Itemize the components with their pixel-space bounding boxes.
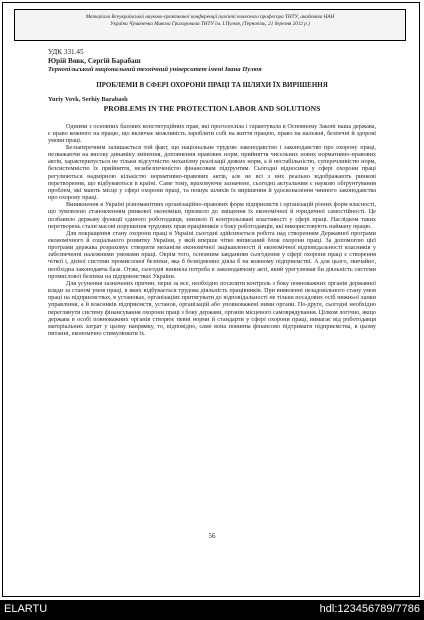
article-page xyxy=(48,48,376,337)
conference-header xyxy=(14,9,406,41)
title-english: PROBLEMS IN THE PROTECTION LABOR AND SOLUTIONS xyxy=(103,103,321,113)
footer-handle-link[interactable]: hdl:123456789/7786 xyxy=(319,603,420,615)
article-body xyxy=(48,123,376,338)
paragraph-2: Беззаперечним залишається той факт, що національне трудове законодавство і законодавство про охорону праці, незважаючи на високу динаміку змінення, доповнення правових норм, прийняття чисельних нових нормативно-правових актів, характеризується не тільки відсутністю механізму реалізації деяких норм, а й нестабільністю, суперечливістю норм, безсистемністю їх прийняття, незабезпеченістю фінансовим підґрунтям. Сьогодні відносини у сфері охорони праці регулюються надмірною кількістю нормативно-правових актів, але не всі з них реально відображають ринкові перетворення, що відбуваються в країні. Саме тому, враховуючи зазначене, сьогодні актуальним є науково обґрунтування проблем, які мають місце у сфері охорони праці, та пошук шляхів їх вирішення й удосконалення чинного законодавства про охорону праці. xyxy=(48,143,376,202)
paragraph-5: Для усунення зазначених причин, перш за все, необхідно посилити контроль з боку повноважних органів державної влади за станом умов праці, в яких відбувається трудова діяльність працівників. При виявленні незадовільного стану умов праці на підприємствах, в установах, організаціях притягувати до відповідальності не тільки посадових осіб нижньої ланки управління, а й власників підприємств, установ, організацій або уповноважені ними органи. По-друге, сьогодні необхідно переглянути систему фінансування охорони праці з боку держави, органів місцевого самоврядування. Цілком логічно, якщо держава в особі повноважних органів створює певні норми й стандарти у сфері охорони праці, вимагає від роботодавця матеріальних затрат у цьому напрямку, то, відповідно, саме вона повинна фінансово підтримати підприємства, в цьому питанні, економічно стимулювати їх. xyxy=(48,279,376,338)
affiliation-ukrainian: Тернопільський національний технічний університет імені Івана Пулюя xyxy=(48,65,262,73)
page-number: 56 xyxy=(208,532,216,540)
title-ukrainian: ПРОБЛЕМИ В СФЕРІ ОХОРОНИ ПРАЦІ ТА ШЛЯХИ ЇХ ВИРІШЕННЯ xyxy=(96,81,328,89)
footer-bar xyxy=(0,600,424,620)
paragraph-1: Одними з основних базових конституційних прав, які проголосила і гарантувала в Основному Законі наша держава, є право кожного на працю, що включає можливість заробляти собі на життя працею, право на належні, безпечні й здорові умови праці. xyxy=(48,122,376,144)
footer-repository-label: ELARTU xyxy=(4,603,48,615)
conference-header-line-2: України Чумаченка Миколи Григоровича ТНТУ ім. І.Пулюя, (Тернопіль, 21 березня 2012 р.) xyxy=(110,20,310,27)
conference-header-line-1: Матеріали Всеукраїнської науково-практичної конференції пам'яті почесного професора ТНТУ, академіка НАН xyxy=(85,14,335,20)
paragraph-4: Для покращення стану охорони праці в Україні сьогодні здійснюється робота над створенням Державної програми економічного й соціального розвитку України, у якій вперше чітко виписаний блок охорони праці. За допомогою цієї програми держава розраховує створити механізм економічної зацікавленості й економічної відповідальності власників у забезпеченні належними умовами праці. Окрім того, основним завданням сьогодення у сфері охорони праці є створення чіткої і, дієвої системи промислової безпеки, яка б безвідмовно діяла б на кожному підприємстві. А для цього, звичайно, необхідна законодавча база. Отже, сьогодні виникла потреба в законодавчому акті, який урегулював би діяльність системи промислової безпеки на підприємствах України. xyxy=(48,229,376,280)
authors-ukrainian: Юрій Вовк, Сергій Барабаш xyxy=(48,57,141,65)
authors-english: Yuriy Vovk, Serhiy Barabash xyxy=(48,96,128,103)
paragraph-3: Виникнення в Україні різноманітних організаційно-правових форм підприємств і організацій різних форм власності, що зумовлено становленням ринкової економіки, призвело до зміщення їх економічної й юридичної самостійності. Це позбавило державу функції єдиного роботодавця, знизило її контрольовані властивості у сфері праці. Наслідком таких перетворень стали масові порушення трудових прав працівників з боку роботодавців, які використовують найману працю. xyxy=(48,201,376,230)
udc-code: УДК 331.45 xyxy=(48,48,84,56)
